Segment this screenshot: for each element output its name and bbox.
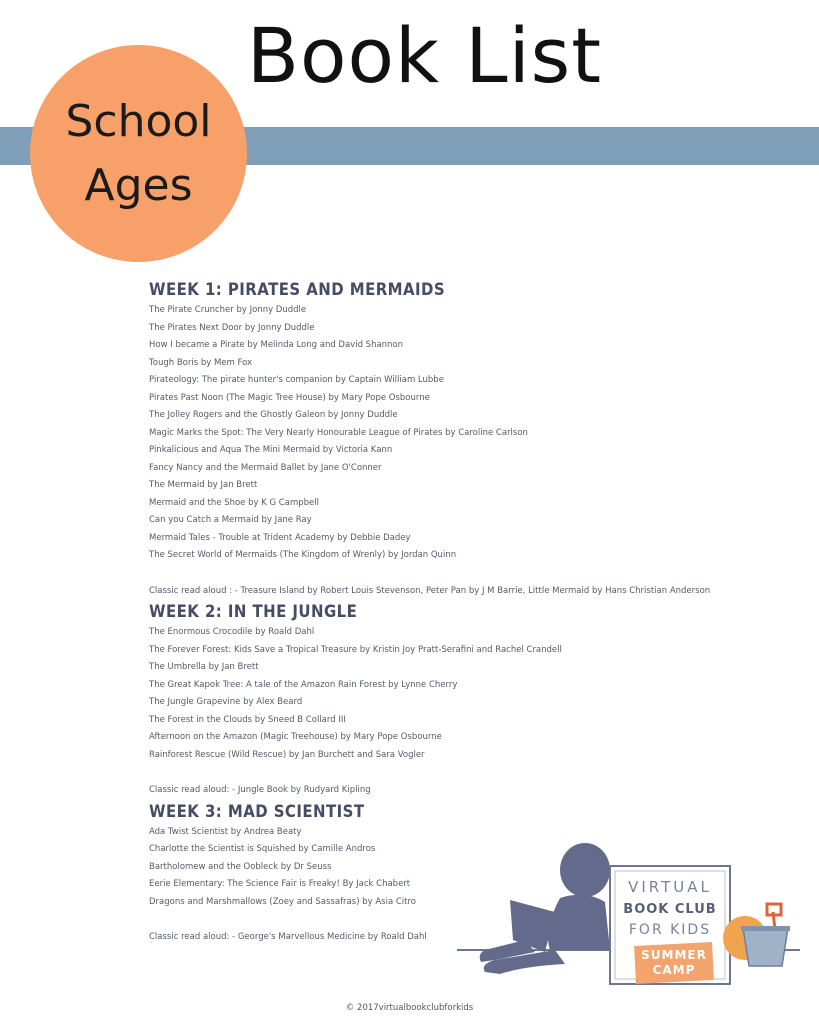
classic-read-aloud: Classic read aloud: - Jungle Book by Rudyard Kipling: [149, 785, 371, 795]
book-item: Rainforest Rescue (Wild Rescue) by Jan Burchett and Sara Vogler: [149, 749, 425, 760]
book-item: The Jungle Grapevine by Alex Beard: [149, 697, 303, 707]
book-item: The Forest in the Clouds by Sneed B Collard III: [149, 714, 346, 725]
book-item: The Jolley Rogers and the Ghostly Galeon by Jonny Duddle: [149, 410, 398, 420]
week-section: [149, 280, 799, 600]
child-reading-silhouette: [480, 843, 610, 974]
book-item: Eerie Elementary: The Science Fair is Freaky! By Jack Chabert: [149, 879, 411, 889]
bucket-icon: [741, 904, 790, 966]
classic-read-aloud: Classic read aloud : - Treasure Island by Robert Louis Stevenson, Peter Pan by J M Barrie, Little Mermaid by Hans Christian Anderson: [149, 585, 711, 596]
classic-read-aloud: Classic read aloud: - George's Marvellous Medicine by Roald Dahl: [149, 932, 427, 942]
book-item: The Forever Forest: Kids Save a Tropical Treasure by Kristin Joy Pratt-Serafini and Rachel Crandell: [149, 644, 562, 655]
age-badge-line1: School: [65, 95, 212, 147]
age-badge: [30, 45, 247, 262]
book-item: Magic Marks the Spot: The Very Nearly Honourable League of Pirates by Caroline Carlson: [149, 427, 528, 438]
book-item: Ada Twist Scientist by Andrea Beaty: [149, 826, 302, 837]
book-item: Charlotte the Scientist is Squished by Camille Andros: [149, 844, 376, 854]
book-item: Pinkalicious and Aqua The Mini Mermaid by Victoria Kann: [149, 445, 393, 455]
week-heading: WEEK 2: IN THE JUNGLE: [149, 602, 358, 622]
logo-sign1: SUMMER: [641, 948, 707, 962]
book-item: The Secret World of Mermaids (The Kingdom of Wrenly) by Jordan Quinn: [149, 550, 457, 560]
book-item: The Enormous Crocodile by Roald Dahl: [149, 627, 315, 637]
book-item: The Pirate Cruncher by Jonny Duddle: [149, 305, 307, 315]
book-item: The Pirates Next Door by Jonny Duddle: [149, 322, 315, 333]
book-item: Tough Boris by Mem Fox: [149, 357, 253, 368]
week-heading: WEEK 1: PIRATES AND MERMAIDS: [149, 280, 446, 300]
week-heading: WEEK 3: MAD SCIENTIST: [149, 801, 365, 822]
book-item: Can you Catch a Mermaid by Jane Ray: [149, 515, 312, 525]
book-item: Dragons and Marshmallows (Zoey and Sassafras) by Asia Citro: [149, 896, 416, 907]
page-title: Book List: [246, 11, 603, 100]
book-item: Afternoon on the Amazon (Magic Treehouse) by Mary Pope Osbourne: [149, 732, 442, 742]
book-club-logo: [610, 866, 730, 984]
book-item: Bartholomew and the Oobleck by Dr Seuss: [149, 861, 332, 872]
book-item: The Mermaid by Jan Brett: [149, 480, 258, 490]
book-item: Fancy Nancy and the Mermaid Ballet by Jane O'Conner: [149, 462, 382, 473]
age-badge-line2: Ages: [84, 159, 193, 211]
book-item: Pirates Past Noon (The Magic Tree House) by Mary Pope Osbourne: [149, 392, 430, 403]
logo-line3: FOR KIDS: [628, 922, 712, 938]
copyright-footer: © 2017virtualbookclubforkids: [345, 1003, 474, 1013]
book-item: Mermaid and the Shoe by K G Campbell: [149, 497, 319, 508]
logo-line2: BOOK CLUB: [623, 902, 717, 917]
week-section: [149, 602, 799, 800]
book-item: Mermaid Tales - Trouble at Trident Academy by Debbie Dadey: [149, 532, 411, 543]
book-item: How I became a Pirate by Melinda Long and David Shannon: [149, 340, 404, 350]
book-item: The Umbrella by Jan Brett: [149, 662, 259, 672]
logo-line1: VIRTUAL: [628, 878, 712, 896]
summer-camp-illustration: [455, 840, 805, 990]
logo-sign2: CAMP: [652, 963, 696, 977]
book-item: The Great Kapok Tree: A tale of the Amazon Rain Forest by Lynne Cherry: [149, 679, 458, 690]
book-item: Pirateology: The pirate hunter's companion by Captain William Lubbe: [149, 375, 444, 385]
